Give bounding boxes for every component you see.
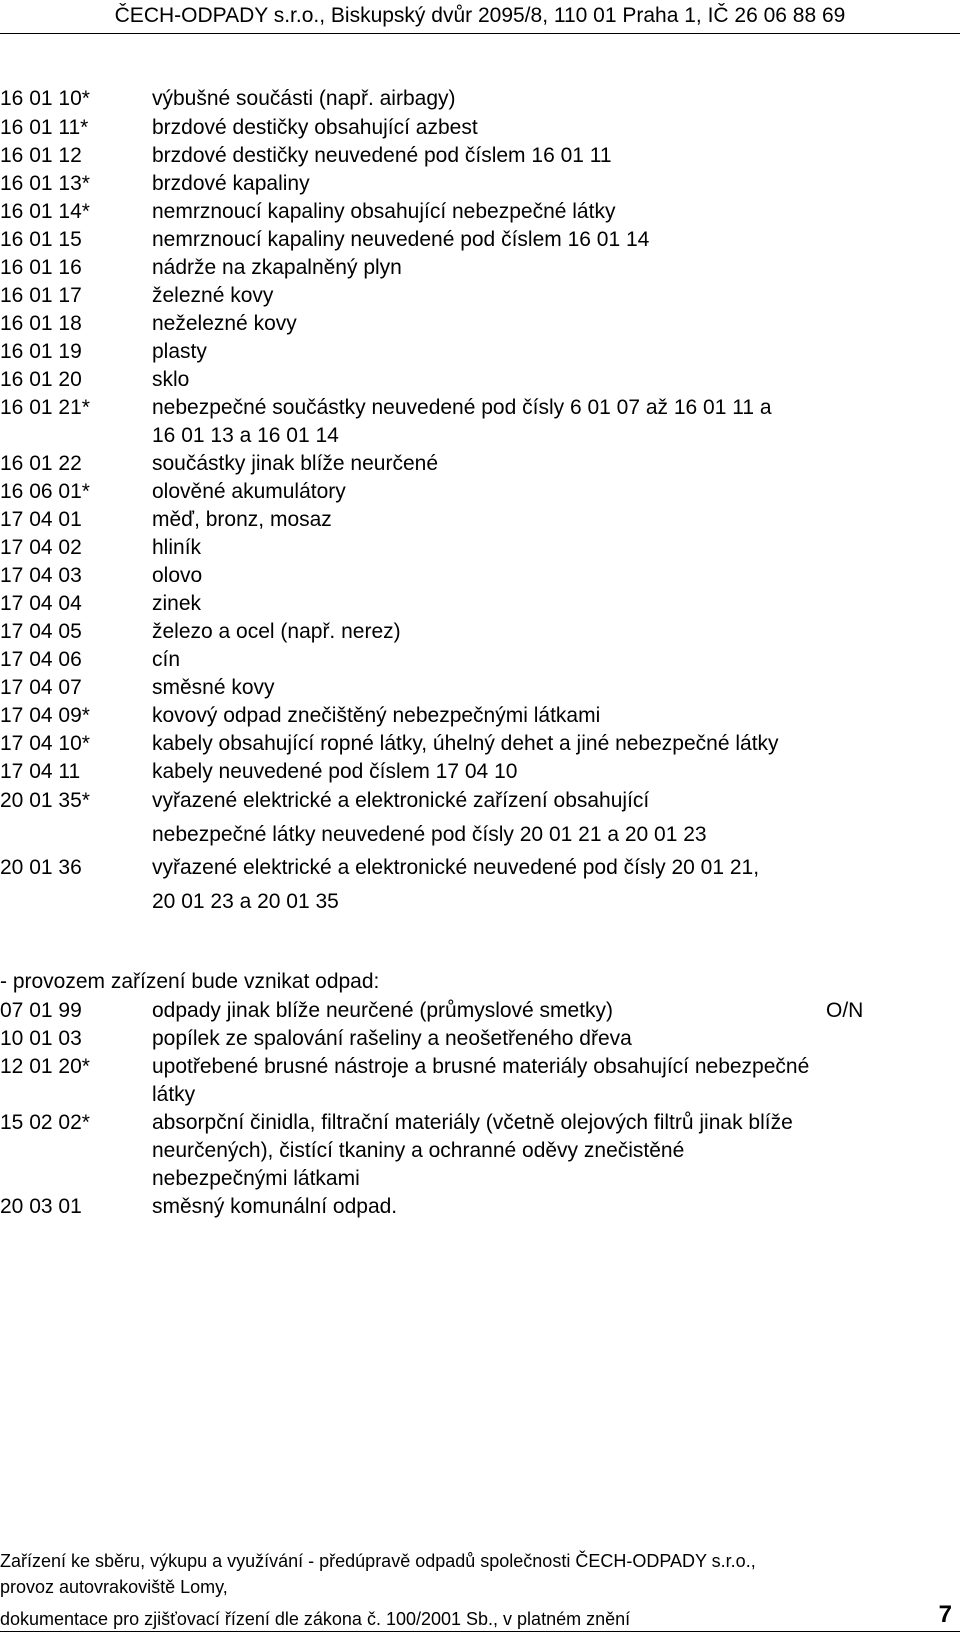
waste-description: brzdové destičky obsahující azbest [152, 116, 478, 139]
waste-description: olovo [152, 564, 203, 587]
waste-description: cín [152, 648, 181, 671]
waste-code: 16 06 01* [0, 480, 90, 503]
waste-code: 16 01 19 [0, 340, 82, 363]
waste-description: směsný komunální odpad. [152, 1195, 398, 1218]
waste-description: vyřazené elektrické a elektronické neuvedené pod čísly 20 01 21, [152, 856, 760, 879]
waste-code: 16 01 18 [0, 312, 82, 335]
waste-description: železo a ocel (např. nerez) [152, 620, 401, 643]
waste-description: součástky jinak blíže neurčené [152, 452, 438, 475]
waste-code: 17 04 04 [0, 592, 82, 615]
waste-description: nebezpečné součástky neuvedené pod čísly 6 01 07 až 16 01 11 a [152, 396, 772, 419]
waste-code: 15 02 02* [0, 1111, 90, 1134]
waste-description: sklo [152, 368, 190, 391]
waste-code: 16 01 21* [0, 396, 90, 419]
waste-description: 16 01 13 a 16 01 14 [152, 424, 339, 447]
waste-description: zinek [152, 592, 202, 615]
waste-code: 17 04 03 [0, 564, 82, 587]
waste-code: 20 01 36 [0, 856, 82, 879]
waste-code: 17 04 10* [0, 732, 90, 755]
waste-code: 16 01 17 [0, 284, 82, 307]
footer-rule [0, 1631, 960, 1632]
waste-code: 16 01 11* [0, 116, 89, 139]
waste-description: výbušné součásti (např. airbagy) [152, 87, 456, 110]
page-number: 7 [938, 1601, 952, 1628]
waste-category-flag: O/N [826, 999, 864, 1022]
waste-description: nemrznoucí kapaliny neuvedené pod číslem 16 01 14 [152, 228, 650, 251]
footer-line-3: dokumentace pro zjišťovací řízení dle zákona č. 100/2001 Sb., v platném znění [0, 1609, 631, 1629]
waste-description: brzdové destičky neuvedené pod číslem 16 01 11 [152, 144, 612, 167]
waste-description: nebezpečnými látkami [152, 1167, 360, 1190]
waste-description: kabely neuvedené pod číslem 17 04 10 [152, 760, 518, 783]
section-heading: - provozem zařízení bude vznikat odpad: [0, 970, 380, 993]
waste-description: nádrže na zkapalněný plyn [152, 256, 402, 279]
waste-description: neurčených), čistící tkaniny a ochranné oděvy znečistěné [152, 1139, 685, 1162]
waste-code: 16 01 10* [0, 87, 90, 110]
waste-description: železné kovy [152, 284, 274, 307]
header-rule [0, 33, 960, 34]
waste-code: 16 01 16 [0, 256, 82, 279]
waste-description: látky [152, 1083, 196, 1106]
waste-description: odpady jinak blíže neurčené (průmyslové smetky) [152, 999, 614, 1022]
waste-code: 10 01 03 [0, 1027, 82, 1050]
waste-description: neželezné kovy [152, 312, 297, 335]
waste-description: brzdové kapaliny [152, 172, 310, 195]
waste-code: 16 01 12 [0, 144, 82, 167]
waste-description: absorpční činidla, filtrační materiály (včetně olejových filtrů jinak blíže [152, 1111, 793, 1134]
waste-code: 20 01 35* [0, 789, 90, 812]
waste-description: nebezpečné látky neuvedené pod čísly 20 01 21 a 20 01 23 [152, 823, 707, 846]
waste-description: 20 01 23 a 20 01 35 [152, 890, 339, 913]
waste-description: nemrznoucí kapaliny obsahující nebezpečné látky [152, 200, 616, 223]
waste-code: 20 03 01 [0, 1195, 82, 1218]
waste-code: 17 04 06 [0, 648, 82, 671]
waste-code: 17 04 07 [0, 676, 82, 699]
waste-code: 16 01 13* [0, 172, 90, 195]
footer-line-2: provoz autovrakoviště Lomy, [0, 1577, 228, 1597]
waste-code: 16 01 15 [0, 228, 82, 251]
waste-description: upotřebené brusné nástroje a brusné materiály obsahující nebezpečné [152, 1055, 810, 1078]
waste-code: 17 04 02 [0, 536, 82, 559]
waste-code: 17 04 09* [0, 704, 90, 727]
waste-description: olověné akumulátory [152, 480, 346, 503]
waste-code: 16 01 22 [0, 452, 82, 475]
page-header: ČECH-ODPADY s.r.o., Biskupský dvůr 2095/8, 110 01 Praha 1, IČ 26 06 88 69 [114, 4, 846, 27]
waste-code: 17 04 01 [0, 508, 82, 531]
waste-description: hliník [152, 536, 202, 559]
waste-description: směsné kovy [152, 676, 275, 699]
waste-code: 16 01 14* [0, 200, 90, 223]
waste-description: popílek ze spalování rašeliny a neošetřeného dřeva [152, 1027, 632, 1050]
waste-description: kovový odpad znečištěný nebezpečnými látkami [152, 704, 601, 727]
waste-description: plasty [152, 340, 207, 363]
waste-description: měď, bronz, mosaz [152, 508, 332, 531]
footer-line-1: Zařízení ke sběru, výkupu a využívání - předúpravě odpadů společnosti ČECH-ODPADY s.r.o., [0, 1551, 756, 1571]
waste-code: 17 04 05 [0, 620, 82, 643]
waste-code: 12 01 20* [0, 1055, 90, 1078]
waste-code: 17 04 11 [0, 760, 81, 783]
waste-code: 16 01 20 [0, 368, 82, 391]
waste-description: vyřazené elektrické a elektronické zařízení obsahující [152, 789, 650, 812]
waste-description: kabely obsahující ropné látky, úhelný dehet a jiné nebezpečné látky [152, 732, 779, 755]
waste-code: 07 01 99 [0, 999, 82, 1022]
